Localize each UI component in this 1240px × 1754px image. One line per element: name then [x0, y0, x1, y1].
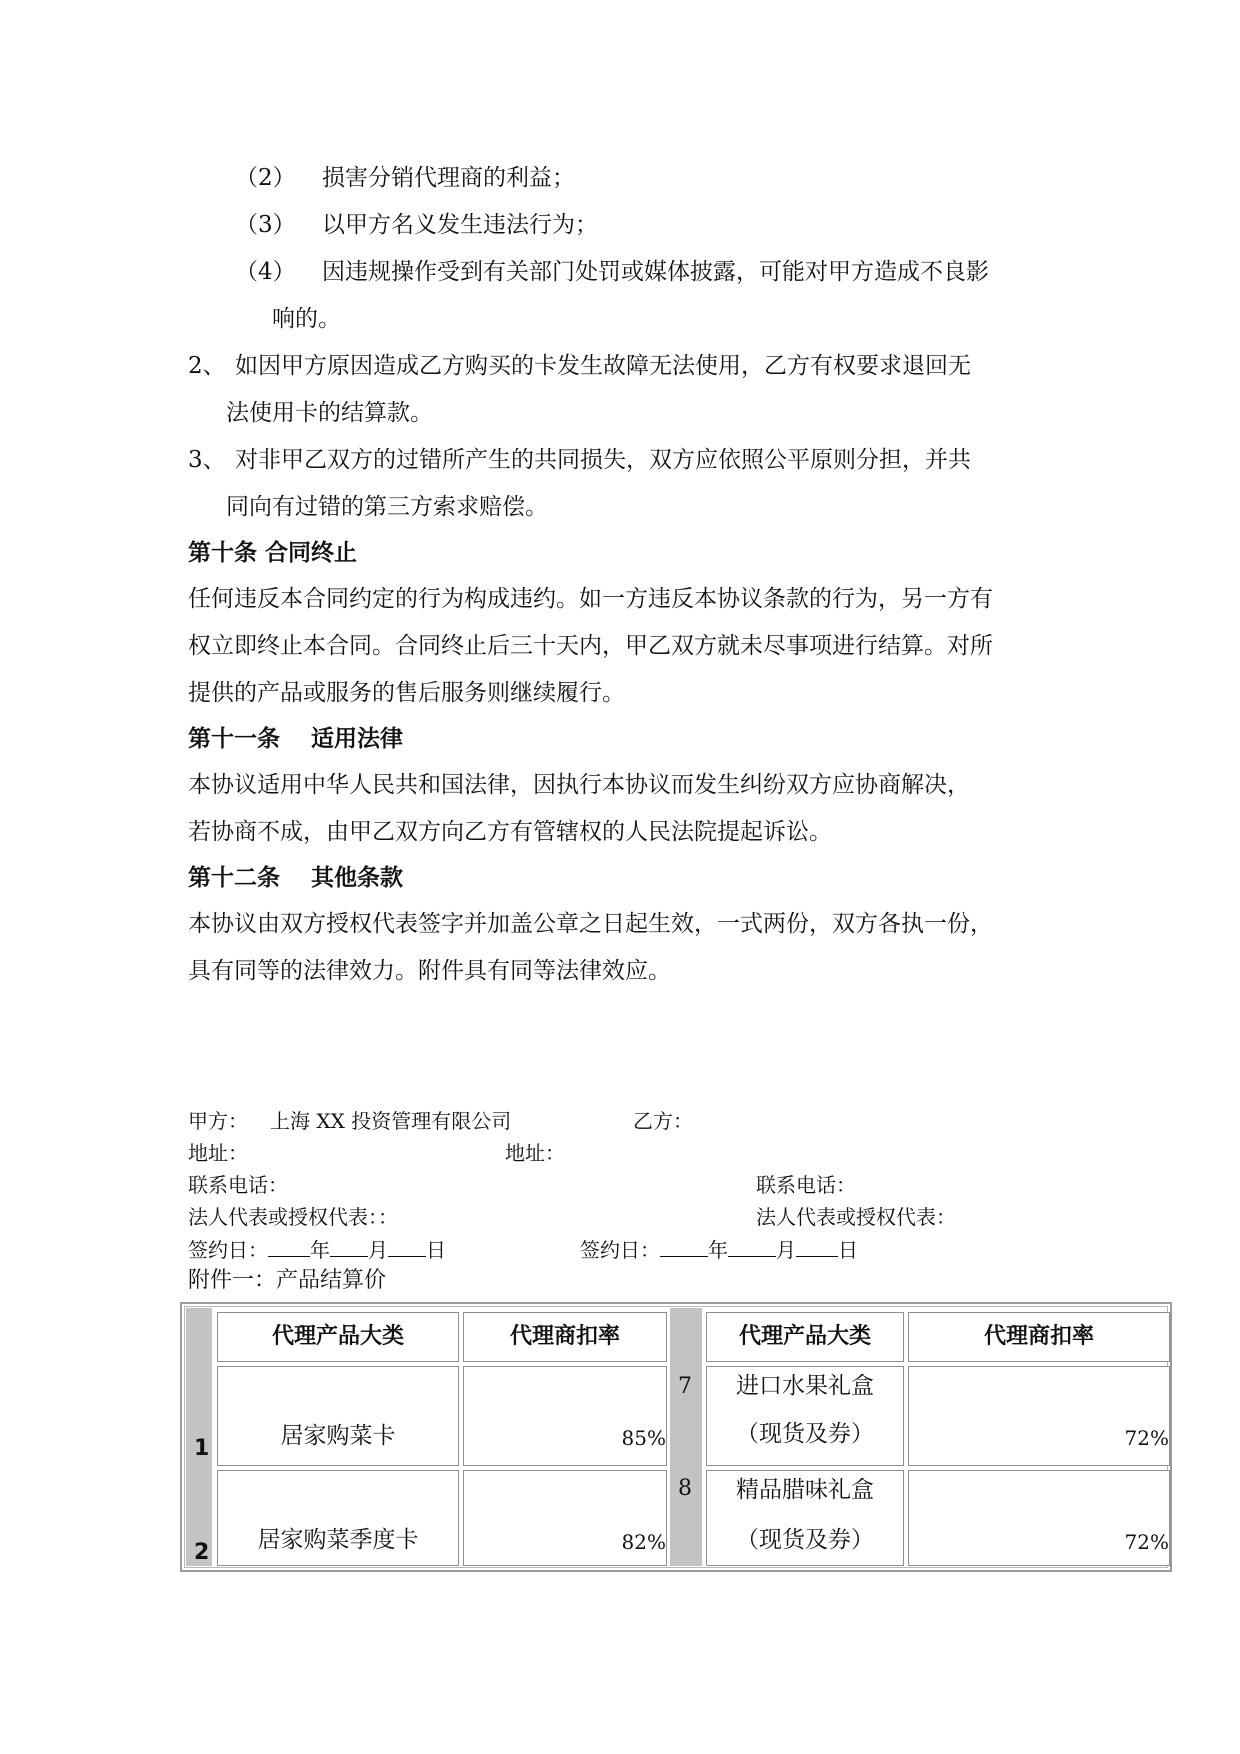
month-blank — [728, 1236, 776, 1257]
row-number: 1 — [194, 1436, 210, 1461]
party-a-sign-date — [188, 1236, 446, 1263]
party-a-phone-label: 联系电话： — [188, 1173, 288, 1197]
header-category-right: 代理产品大类 — [706, 1312, 904, 1362]
article-10-line-1: 任何违反本合同约定的行为构成违约。如一方违反本协议条款的行为，另一方有 — [188, 586, 993, 612]
article-10-line-2: 权立即终止本合同。合同终止后三十天内，甲乙双方就未尽事项进行结算。对所 — [188, 633, 993, 659]
party-a-address-label: 地址： — [188, 1141, 248, 1165]
item-4-number: （4） — [235, 259, 296, 285]
month-label: 月 — [776, 1238, 796, 1262]
item-3-number: （3） — [235, 212, 296, 238]
category-note: （现货及券） — [736, 1527, 874, 1553]
category-name: 精品腊味礼盒 — [736, 1477, 874, 1503]
rate-cell — [908, 1470, 1170, 1566]
rate-value: 72% — [1124, 1530, 1169, 1554]
party-b-representative-label: 法人代表或授权代表： — [756, 1205, 956, 1229]
rate-value: 85% — [621, 1426, 666, 1450]
day-blank — [388, 1236, 426, 1257]
party-a-label: 甲方： — [188, 1109, 248, 1133]
category-note: （现货及券） — [736, 1421, 874, 1447]
item-2-number: （2） — [235, 165, 296, 191]
party-b-sign-date — [580, 1236, 858, 1263]
item-4-text: 因违规操作受到有关部门处罚或媒体披露，可能对甲方造成不良影 — [322, 259, 989, 285]
article-11-heading: 第十一条 适用法律 — [188, 726, 404, 752]
day-label: 日 — [838, 1238, 858, 1262]
item-4-text-cont: 响的。 — [272, 306, 341, 332]
header-category-left: 代理产品大类 — [217, 1312, 459, 1362]
paragraph-3-text: 对非甲乙双方的过错所产生的共同损失，双方应依照公平原则分担，并共 — [235, 447, 971, 473]
month-blank — [330, 1236, 368, 1257]
item-3-text: 以甲方名义发生违法行为； — [322, 212, 598, 238]
article-12-heading: 第十二条 其他条款 — [188, 865, 404, 891]
right-number-column — [670, 1308, 702, 1566]
party-a-representative-label: 法人代表或授权代表：： — [188, 1205, 398, 1229]
row-number: 2 — [194, 1540, 210, 1565]
paragraph-2-number: 2、 — [188, 353, 226, 379]
attachment-title: 附件一：产品结算价 — [188, 1268, 387, 1293]
category-name: 居家购菜季度卡 — [257, 1527, 419, 1553]
article-10-line-3: 提供的产品或服务的售后服务则继续履行。 — [188, 680, 625, 706]
article-11-line-1: 本协议适用中华人民共和国法律，因执行本协议而发生纠纷双方应协商解决， — [188, 772, 970, 798]
rate-cell — [463, 1470, 667, 1566]
table-row — [706, 1366, 904, 1466]
rate-value: 82% — [621, 1530, 666, 1554]
paragraph-3-text-cont: 同向有过错的第三方索求赔偿。 — [226, 494, 548, 520]
day-label: 日 — [426, 1238, 446, 1262]
party-b-address-label: 地址： — [505, 1141, 565, 1165]
sign-date-label: 签约日： — [580, 1238, 660, 1262]
category-name: 居家购菜卡 — [280, 1423, 396, 1449]
rate-cell — [463, 1366, 667, 1466]
year-label: 年 — [310, 1238, 330, 1262]
rate-cell — [908, 1366, 1170, 1466]
article-12-line-1: 本协议由双方授权代表签字并加盖公章之日起生效，一式两份，双方各执一份， — [188, 911, 993, 937]
party-b-label: 乙方： — [633, 1109, 693, 1133]
header-rate-left: 代理商扣率 — [463, 1312, 667, 1362]
row-number: 7 — [678, 1374, 692, 1399]
paragraph-2-text: 如因甲方原因造成乙方购买的卡发生故障无法使用，乙方有权要求退回无 — [235, 353, 971, 379]
header-rate-right: 代理商扣率 — [908, 1312, 1170, 1362]
party-a-name: 上海 XX 投资管理有限公司 — [270, 1109, 512, 1133]
article-12-line-2: 具有同等的法律效力。附件具有同等法律效应。 — [188, 958, 671, 984]
party-b-phone-label: 联系电话： — [756, 1173, 856, 1197]
day-blank — [796, 1236, 838, 1257]
row-number: 8 — [678, 1476, 692, 1501]
category-name: 进口水果礼盒 — [736, 1373, 874, 1399]
table-row — [706, 1470, 904, 1566]
year-label: 年 — [708, 1238, 728, 1262]
rate-value: 72% — [1124, 1426, 1169, 1450]
paragraph-3-number: 3、 — [188, 447, 226, 473]
article-10-heading: 第十条 合同终止 — [188, 540, 358, 566]
paragraph-2-text-cont: 法使用卡的结算款。 — [226, 400, 433, 426]
year-blank — [268, 1236, 310, 1257]
table-row — [217, 1366, 459, 1466]
table-row — [217, 1470, 459, 1566]
sign-date-label: 签约日： — [188, 1238, 268, 1262]
item-2-text: 损害分销代理商的利益； — [322, 165, 575, 191]
settlement-price-table — [180, 1302, 1172, 1572]
year-blank — [660, 1236, 708, 1257]
month-label: 月 — [368, 1238, 388, 1262]
article-11-line-2: 若协商不成，由甲乙双方向乙方有管辖权的人民法院提起诉讼。 — [188, 819, 832, 845]
